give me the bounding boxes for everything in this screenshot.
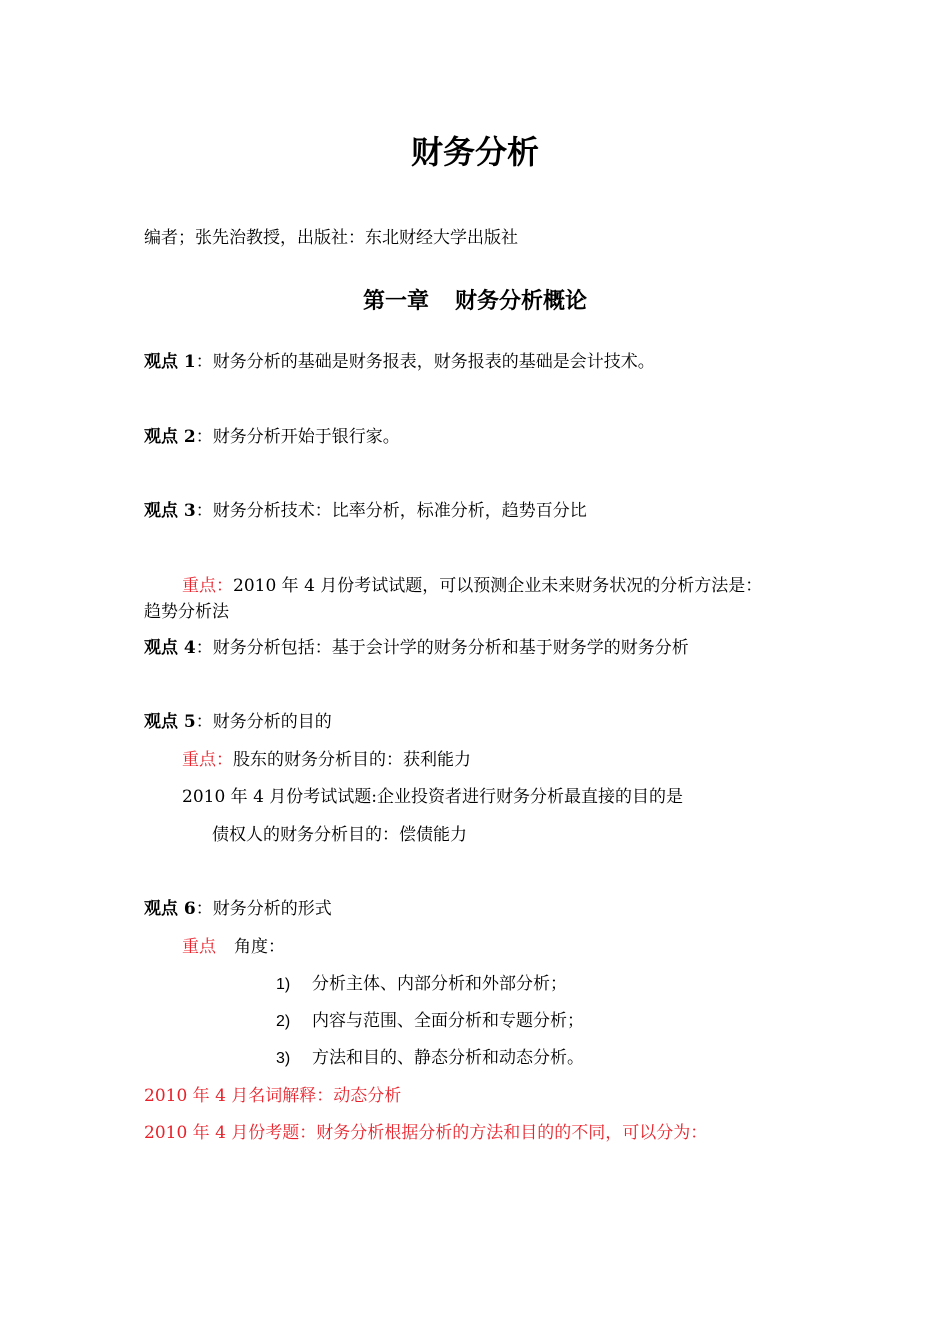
key-note-label: 重点 <box>182 937 216 957</box>
point-6 <box>144 897 332 921</box>
key-note-text: 股东的财务分析目的：获利能力 <box>233 750 471 770</box>
point-3 <box>144 499 587 523</box>
list-text: 方法和目的、静态分析和动态分析。 <box>312 1048 584 1068</box>
list-number: 1) <box>276 976 291 993</box>
point-text: ：财务分析开始于银行家。 <box>195 427 400 447</box>
document-title: 财务分析 <box>410 133 539 171</box>
key-note-text: 角度： <box>234 937 285 957</box>
red-exam-line-2: 2010 年 4 月份考题：财务分析根据分析的方法和目的的不同，可以分为： <box>144 1123 708 1143</box>
key-note-label: 重点： <box>182 750 233 770</box>
point-4 <box>144 636 689 660</box>
point-label: 观点 2 <box>144 427 196 447</box>
key-note-1 <box>182 574 762 598</box>
author-line: 编者；张先治教授，出版社：东北财经大学出版社 <box>144 228 518 248</box>
list-text: 分析主体、内部分析和外部分析； <box>312 974 567 994</box>
key-note-label: 重点： <box>182 576 233 596</box>
chapter-name: 财务分析概论 <box>455 288 588 314</box>
list-item <box>276 972 567 997</box>
point-label: 观点 1 <box>144 352 196 372</box>
list-item <box>276 1046 584 1071</box>
point-label: 观点 6 <box>144 899 196 919</box>
key-note-3 <box>182 935 285 959</box>
chapter-heading <box>0 284 950 318</box>
list-item <box>276 1009 584 1034</box>
creditor-line: 债权人的财务分析目的：偿债能力 <box>212 825 467 845</box>
point-text: ：财务分析的目的 <box>195 712 332 732</box>
red-exam-line-1: 2010 年 4 月名词解释：动态分析 <box>144 1086 402 1106</box>
exam-question-line: 2010 年 4 月份考试试题:企业投资者进行财务分析最直接的目的是 <box>182 787 684 807</box>
key-note-text: 2010 年 4 月份考试试题，可以预测企业未来财务状况的分析方法是： <box>233 576 763 596</box>
point-2 <box>144 425 400 449</box>
key-note-1-continued: 趋势分析法 <box>144 602 229 622</box>
point-text: ：财务分析技术：比率分析，标准分析，趋势百分比 <box>195 501 587 521</box>
point-1 <box>144 350 655 374</box>
list-number: 2) <box>276 1013 291 1030</box>
point-text: ：财务分析包括：基于会计学的财务分析和基于财务学的财务分析 <box>195 638 689 658</box>
list-number: 3) <box>276 1050 291 1067</box>
point-text: ：财务分析的基础是财务报表，财务报表的基础是会计技术。 <box>195 352 655 372</box>
point-label: 观点 3 <box>144 501 196 521</box>
point-text: ：财务分析的形式 <box>195 899 332 919</box>
list-text: 内容与范围、全面分析和专题分析； <box>312 1011 584 1031</box>
chapter-number: 第一章 <box>362 288 429 314</box>
point-5 <box>144 710 332 734</box>
point-label: 观点 4 <box>144 638 196 658</box>
point-label: 观点 5 <box>144 712 196 732</box>
key-note-2 <box>182 748 471 772</box>
